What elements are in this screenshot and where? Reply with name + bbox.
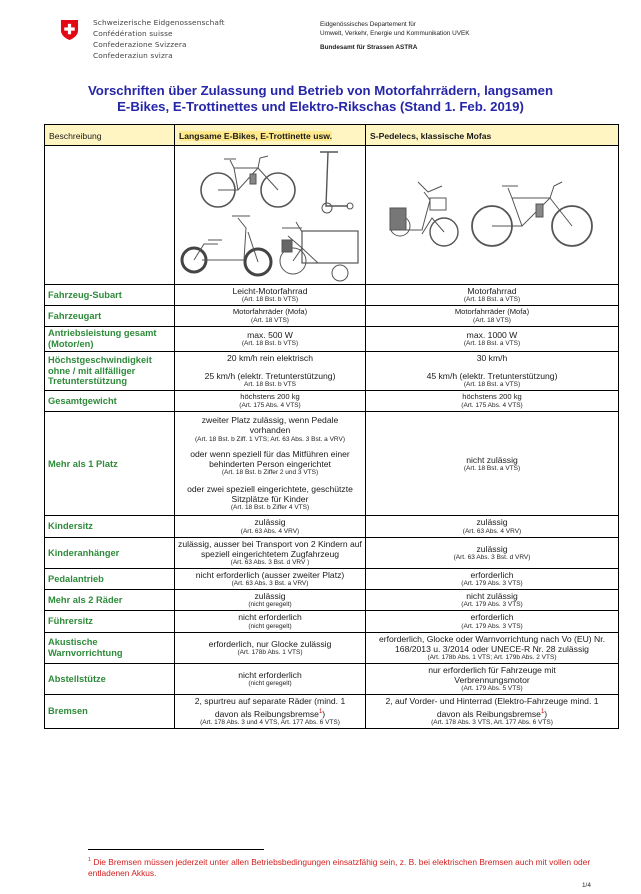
cell-value: zulässig: [254, 591, 286, 602]
confed-line-rm: Confederaziun svizra: [93, 51, 173, 60]
table-row-total-weight: [45, 391, 619, 412]
legal-reference: (Art. 63 Abs. 3 Bst. d VRV): [453, 553, 531, 561]
cell-value: zulässig: [476, 543, 508, 554]
row-label: Fahrzeug-Subart: [45, 285, 175, 306]
cell-slow-ebikes: [175, 695, 366, 728]
moped-icon: [390, 182, 458, 246]
office-name: Bundesamt für Strassen ASTRA: [320, 43, 418, 51]
legal-reference: (Art. 18 VTS): [473, 317, 511, 325]
legal-reference: (Art. 63 Abs. 4 VRV): [462, 527, 522, 535]
cell-value-electric: 20 km/h rein elektrisch: [227, 352, 313, 363]
cell-s-pedelecs: [366, 611, 619, 632]
footnote-text: Die Bremsen müssen jederzeit unter allen Betriebsbedingungen einsatzfähig sein, z. B. bei elektrischen Bremsen auch mit vollen oder entladenen Akkus.: [88, 856, 591, 878]
row-label: Kindersitz: [45, 516, 175, 537]
legal-reference: (Art. 63 Abs. 3 Bst. d VRV ): [230, 559, 310, 567]
legal-reference: (Art. 18 Bst. b VTS): [241, 340, 299, 348]
cell-value: Leicht-Motorfahrrad: [232, 286, 308, 296]
image-cell-slow-ebikes: [175, 146, 366, 285]
legal-reference: (Art. 63 Abs. 4 VRV): [240, 527, 300, 535]
row-label: Gesamtgewicht: [45, 391, 175, 412]
kick-scooter-icon: [320, 152, 353, 213]
table-row-brakes: [45, 695, 619, 728]
table-row-vehicle-subtype: [45, 285, 619, 306]
legal-reference-part-1: (Art. 18 Bst. b Ziff. 1 VTS; Art. 63 Abs. 3 Bst. a VRV): [194, 435, 346, 443]
table-row-max-speed: [45, 351, 619, 390]
legal-reference: (Art. 63 Abs. 3 Bst. a VRV): [231, 580, 309, 588]
s-pedelec-icon: [472, 182, 592, 246]
cell-s-pedelecs: [366, 412, 619, 516]
footnote-reference[interactable]: 1: [318, 708, 323, 715]
table-row-child-trailer: [45, 537, 619, 568]
department-line-2: Umwelt, Verkehr, Energie und Kommunikation UVEK: [320, 30, 470, 38]
confed-line-it: Confederazione Svizzera: [93, 40, 187, 49]
cell-s-pedelecs: [366, 285, 619, 306]
table-header-row: [45, 125, 619, 146]
row-label: Führersitz: [45, 611, 175, 632]
legal-reference: (Art. 178b Abs. 1 VTS): [237, 648, 303, 656]
department-block: [320, 20, 470, 52]
cell-slow-ebikes: [175, 351, 366, 390]
cell-value: nicht zulässig: [466, 591, 518, 602]
row-label: Mehr als 1 Platz: [45, 412, 175, 516]
cell-s-pedelecs: [366, 327, 619, 351]
cell-value-part-3: oder zwei speziell eingerichtete, geschützte Sitzplätze für Kinder: [187, 484, 353, 505]
title-line-2: E-Bikes, E-Trottinettes und Elektro-Rikschas (Stand 1. Feb. 2019): [117, 99, 524, 114]
s-pedelec-moped-illustration: [372, 148, 612, 282]
cell-s-pedelecs: [366, 695, 619, 728]
table-row-more-than-two-wheels: [45, 590, 619, 611]
column-header-slow-ebikes: Langsame E-Bikes, E-Trottinette usw.: [175, 125, 366, 146]
federal-logo: [60, 16, 79, 41]
row-label: Fahrzeugart: [45, 306, 175, 327]
cell-slow-ebikes: [175, 632, 366, 663]
table-row-drive-power: [45, 327, 619, 351]
cell-slow-ebikes: [175, 590, 366, 611]
cell-value-part-1: zweiter Platz zulässig, wenn Pedale vorhanden: [201, 415, 339, 436]
legal-reference: (nicht geregelt): [248, 622, 292, 630]
confed-line-fr: Confédération suisse: [93, 29, 173, 38]
legal-reference: (Art. 179 Abs. 3 VTS): [461, 580, 523, 588]
cell-slow-ebikes: [175, 412, 366, 516]
ebike-icon: [201, 156, 295, 207]
cell-value: zulässig: [254, 517, 286, 528]
department-line-1: Eidgenössisches Departement für: [320, 21, 416, 28]
cell-slow-ebikes: [175, 306, 366, 327]
cell-value: nicht erforderlich: [238, 670, 302, 681]
electric-scooter-icon: [182, 216, 271, 275]
legal-reference: (Art. 175 Abs. 4 VTS): [239, 402, 301, 410]
cell-s-pedelecs: [366, 632, 619, 663]
row-label: Antriebsleistung gesamt (Motor/en): [45, 327, 175, 351]
table-row-vehicle-type: [45, 306, 619, 327]
cell-slow-ebikes: [175, 327, 366, 351]
legal-reference: (Art. 179 Abs. 5 VTS): [461, 685, 523, 693]
cell-value: 2, auf Vorder- und Hinterrad (Elektro-Fahrzeuge mind. 1 davon als Reibungsbremse$^1$): [385, 696, 599, 719]
cell-slow-ebikes: [175, 516, 366, 537]
footnote-mark: 1: [88, 857, 92, 863]
cell-slow-ebikes: [175, 569, 366, 590]
legal-reference: (Art. 18 Bst. a VTS): [463, 464, 521, 472]
row-label: Bremsen: [45, 695, 175, 728]
cell-value: erforderlich: [470, 612, 514, 623]
legal-reference-part-2: (Art. 18 Bst. b Ziffer 2 und 3 VTS): [221, 469, 319, 477]
legal-reference: (Art. 175 Abs. 4 VTS): [461, 402, 523, 410]
table-row-pedal-drive: [45, 569, 619, 590]
row-label: Akustische Warnvorrichtung: [45, 632, 175, 663]
legal-reference: Art. 18 Bst. b VTS: [243, 381, 297, 388]
legal-reference: (nicht geregelt): [248, 680, 292, 688]
legal-reference: (Art. 178 Abs. 3 VTS, Art. 177 Abs. 6 VTS): [431, 718, 553, 726]
cell-value: max. 1000 W: [466, 329, 518, 340]
table-row-kickstand: [45, 664, 619, 695]
footnote-divider: [88, 849, 264, 850]
cell-s-pedelecs: [366, 537, 619, 568]
legal-reference: (Art. 178 Abs. 3 und 4 VTS, Art. 177 Abs. 6 VTS): [200, 718, 340, 726]
document-title: [0, 83, 641, 115]
cell-value-part-2: oder wenn speziell für das Mitführen einer behinderten Person eingerichtet: [190, 448, 350, 469]
cell-slow-ebikes: [175, 285, 366, 306]
footnote: [88, 855, 608, 879]
column-header-s-pedelecs: S-Pedelecs, klassische Mofas: [366, 125, 619, 146]
cell-value-electric: 30 km/h: [476, 352, 508, 363]
cell-value: erforderlich, nur Glocke zulässig: [208, 638, 332, 649]
legal-reference: (Art. 18 Bst. b VTS): [241, 296, 299, 304]
footnote-reference[interactable]: 1: [540, 708, 545, 715]
legal-reference: (nicht geregelt): [248, 601, 292, 609]
table-row-more-than-one-seat: [45, 412, 619, 516]
cell-slow-ebikes: [175, 664, 366, 695]
cell-value: Motorfahrrad: [467, 286, 517, 296]
cargo-bike-icon: [280, 222, 358, 281]
legal-reference: (Art. 18 VTS): [251, 317, 289, 325]
confederation-names: [93, 17, 225, 61]
cell-value: nur erforderlich für Fahrzeuge mit Verbrennungsmotor: [428, 665, 556, 686]
legal-reference: (Art. 18 Bst. a VTS): [463, 340, 521, 348]
swiss-shield-icon: [60, 19, 79, 41]
cell-value: erforderlich, Glocke oder Warnvorrichtung nach Vo (EU) Nr. 168/2013 u. 3/2014 oder UNECE-R Nr. 28 zulässig: [378, 633, 606, 654]
slow-ebikes-illustration: [178, 148, 363, 282]
cell-s-pedelecs: [366, 516, 619, 537]
legal-reference-part-3: (Art. 18 Bst. b Ziffer 4 VTS): [230, 504, 310, 512]
table-row-acoustic-warning: [45, 632, 619, 663]
cell-value: nicht erforderlich: [238, 612, 302, 623]
legal-reference: (Art. 179 Abs. 3 VTS): [461, 622, 523, 630]
legal-reference: (Art. 179 Abs. 3 VTS): [461, 601, 523, 609]
cell-s-pedelecs: [366, 306, 619, 327]
image-cell-empty: [45, 146, 175, 285]
cell-s-pedelecs: [366, 590, 619, 611]
cell-slow-ebikes: [175, 611, 366, 632]
title-line-1: Vorschriften über Zulassung und Betrieb von Motorfahrrädern, langsamen: [87, 83, 554, 98]
column-header-description: Beschreibung: [45, 125, 175, 146]
row-label: Pedalantrieb: [45, 569, 175, 590]
row-label: Höchstgeschwindigkeit ohne / mit allfälliger Tretunterstützung: [45, 351, 175, 390]
cell-s-pedelecs: [366, 569, 619, 590]
cell-value: nicht erforderlich (ausser zweiter Platz): [195, 570, 345, 581]
cell-s-pedelecs: [366, 351, 619, 390]
page-number: 1/4: [582, 882, 591, 889]
image-row: [45, 146, 619, 285]
row-label: Mehr als 2 Räder: [45, 590, 175, 611]
cell-s-pedelecs: [366, 664, 619, 695]
cell-value: Motorfahrräder (Mofa): [232, 307, 308, 317]
cell-s-pedelecs: [366, 391, 619, 412]
cell-slow-ebikes: [175, 537, 366, 568]
confed-line-de: Schweizerische Eidgenossenschaft: [93, 18, 225, 27]
cell-value: 2, spurtreu auf separate Räder (mind. 1 davon als Reibungsbremse$^1$): [194, 696, 346, 719]
legal-reference: (Art. 178b Abs. 1 VTS; Art. 179b Abs. 2 VTS): [427, 654, 557, 662]
image-cell-s-pedelecs: [366, 146, 619, 285]
legal-reference: (Art. 18 Bst. a VTS): [463, 296, 521, 304]
cell-value: Motorfahrräder (Mofa): [454, 307, 530, 317]
cell-value-assisted: 45 km/h (elektr. Tretunterstützung): [426, 370, 558, 381]
cell-value: höchstens 200 kg: [240, 392, 300, 401]
cell-value-assisted: 25 km/h (elektr. Tretunterstützung): [204, 370, 336, 381]
cell-value: höchstens 200 kg: [462, 392, 522, 401]
regulations-table: [44, 124, 619, 729]
cell-slow-ebikes: [175, 391, 366, 412]
table-row-driver-seat: [45, 611, 619, 632]
legal-reference: (Art. 18 Bst. a VTS): [463, 381, 521, 388]
cell-value: erforderlich: [470, 570, 514, 581]
row-label: Kinderanhänger: [45, 537, 175, 568]
cell-value: zulässig: [476, 517, 508, 528]
table-row-child-seat: [45, 516, 619, 537]
row-label: Abstellstütze: [45, 664, 175, 695]
cell-value: nicht zulässig: [466, 454, 518, 465]
cell-value: max. 500 W: [247, 329, 293, 340]
cell-value: zulässig, ausser bei Transport von 2 Kindern auf speziell eingerichtetem Zugfahrzeug: [178, 538, 362, 559]
